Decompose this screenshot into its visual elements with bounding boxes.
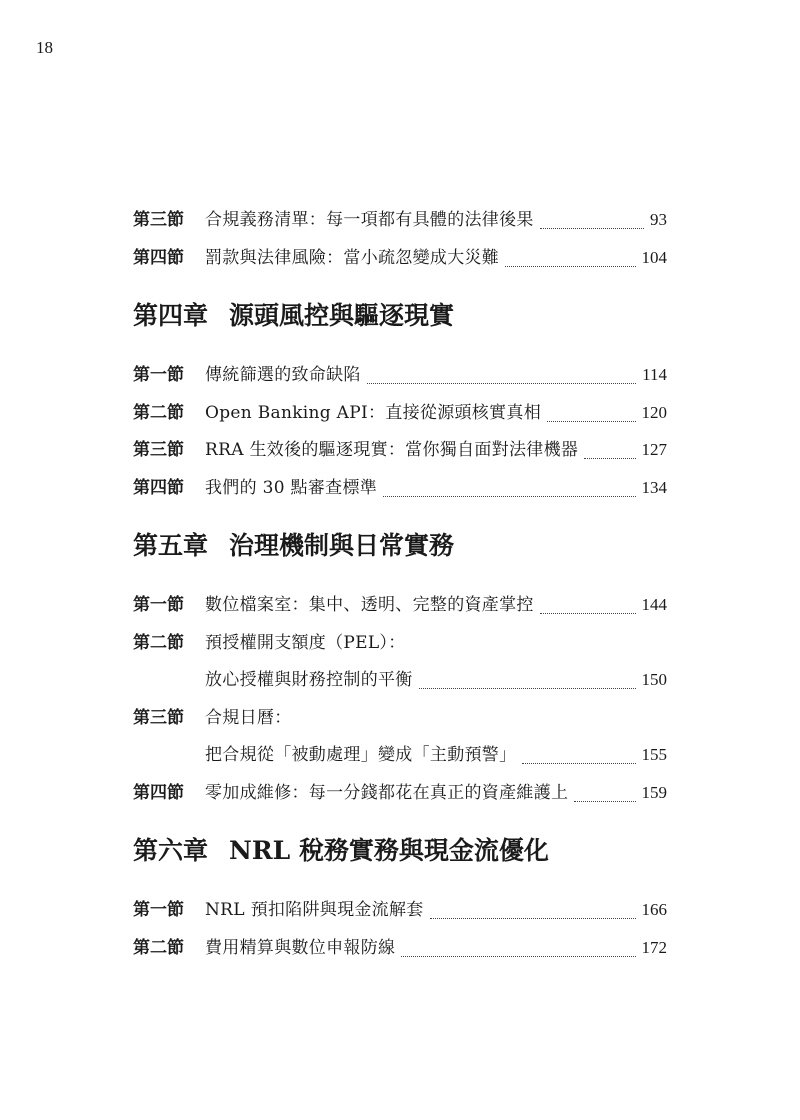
dot-leader (430, 918, 636, 919)
section-label: 第三節 (133, 210, 184, 230)
dot-leader (383, 496, 635, 497)
chapter-label: 第五章 (133, 531, 209, 560)
section-title: 零加成維修：每一分錢都花在真正的資產維護上 (205, 782, 569, 803)
page-ref: 114 (642, 365, 667, 384)
page-ref: 134 (641, 477, 667, 497)
dot-leader (547, 421, 635, 422)
page-ref: 104 (641, 247, 667, 267)
dot-leader (522, 763, 635, 764)
section-title: 預授權開支額度（PEL）： (205, 632, 406, 653)
toc-entry (133, 740, 667, 778)
section-title: 數位檔案室：集中、透明、完整的資產掌控 (205, 595, 534, 615)
dot-leader (505, 266, 635, 267)
chapter-title: 源頭風控與驅逐現實 (229, 301, 455, 330)
page-ref: 93 (650, 210, 667, 229)
section-label: 第三節 (133, 707, 184, 728)
dot-leader (419, 688, 636, 689)
section-title: 合規日曆： (205, 707, 292, 728)
section-label: 第四節 (133, 477, 184, 498)
toc-entry (133, 360, 667, 398)
toc-entry (133, 590, 667, 628)
toc-entry (133, 435, 667, 473)
page-ref: 144 (641, 595, 667, 614)
dot-leader (367, 383, 636, 384)
section-title: 把合規從「被動處理」變成「主動預警」 (205, 745, 517, 765)
table-of-contents (133, 205, 667, 970)
toc-entry (133, 205, 667, 243)
section-label: 第三節 (133, 440, 184, 460)
chapter-heading (133, 526, 667, 572)
section-label: 第二節 (133, 632, 184, 653)
dot-leader (574, 801, 635, 802)
page-number: 18 (36, 38, 53, 57)
chapter-title: NRL 稅務實務與現金流優化 (229, 836, 549, 865)
toc-entry (133, 398, 667, 436)
dot-leader (540, 613, 636, 614)
dot-leader (584, 458, 635, 459)
section-title: 合規義務清單：每一項都有具體的法律後果 (205, 210, 534, 230)
toc-entry (133, 933, 667, 971)
dot-leader (401, 956, 635, 957)
section-title: 我們的 30 點審查標準 (205, 477, 378, 498)
section-label: 第一節 (133, 365, 184, 385)
chapter-heading (133, 831, 667, 877)
page-ref: 120 (641, 402, 667, 422)
section-title: 罰款與法律風險：當小疏忽變成大災難 (205, 247, 500, 268)
toc-entry (133, 665, 667, 703)
section-label: 第二節 (133, 937, 184, 958)
section-title: Open Banking API：直接從源頭核實真相 (205, 402, 542, 423)
toc-entry (133, 778, 667, 816)
page-ref: 150 (641, 670, 667, 689)
section-title: 傳統篩選的致命缺陷 (205, 365, 361, 385)
section-title: 放心授權與財務控制的平衡 (205, 670, 413, 690)
toc-entry (133, 703, 667, 741)
page-ref: 127 (641, 440, 667, 459)
dot-leader (540, 228, 644, 229)
section-label: 第一節 (133, 595, 184, 615)
section-label: 第四節 (133, 782, 184, 803)
section-label: 第二節 (133, 402, 184, 423)
page-ref: 155 (641, 745, 667, 764)
toc-entry (133, 895, 667, 933)
section-label: 第一節 (133, 900, 184, 920)
toc-entry (133, 243, 667, 281)
page-ref: 166 (641, 900, 667, 919)
page-ref: 172 (641, 937, 667, 957)
section-title: RRA 生效後的驅逐現實：當你獨自面對法律機器 (205, 440, 579, 460)
toc-entry (133, 473, 667, 511)
chapter-label: 第四章 (133, 301, 209, 330)
section-label: 第四節 (133, 247, 184, 268)
chapter-title: 治理機制與日常實務 (229, 531, 455, 560)
chapter-heading (133, 296, 667, 342)
toc-entry (133, 628, 667, 666)
page-ref: 159 (641, 782, 667, 802)
chapter-label: 第六章 (133, 836, 209, 865)
section-title: 費用精算與數位申報防線 (205, 937, 396, 958)
section-title: NRL 預扣陷阱與現金流解套 (205, 900, 424, 920)
